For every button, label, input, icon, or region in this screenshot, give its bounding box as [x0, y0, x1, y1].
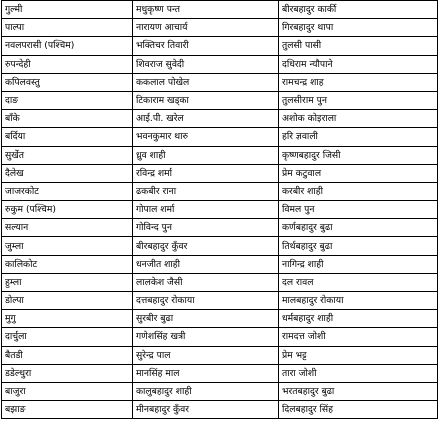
- table-row: [2, 346, 438, 364]
- table-row: [2, 91, 438, 109]
- table-row: [2, 255, 438, 273]
- district-cell: जाजरकोट: [2, 182, 133, 200]
- name-cell-2: रामदत्त जोशी: [279, 328, 438, 346]
- district-cell: दैलेख: [2, 164, 133, 182]
- name-cell-1: भवनकुमार थारु: [133, 128, 279, 146]
- district-cell: बैतडी: [2, 346, 133, 364]
- name-cell-1: लालकेश जैसी: [133, 273, 279, 291]
- table-row: [2, 382, 438, 400]
- table-row: [2, 146, 438, 164]
- name-cell-1: बीरबहादुर कुँवर: [133, 237, 279, 255]
- name-cell-2: हरि ज्ञवाली: [279, 128, 438, 146]
- district-cell: बझाङ: [2, 401, 133, 419]
- district-cell: दाङ: [2, 91, 133, 109]
- district-cell: रुपन्देही: [2, 55, 133, 73]
- district-cell: हुम्ला: [2, 273, 133, 291]
- name-cell-2: तुलसी पासी: [279, 37, 438, 55]
- district-cell: सल्यान: [2, 219, 133, 237]
- name-cell-2: कृष्णबहादुर जिसी: [279, 146, 438, 164]
- district-cell: बाँके: [2, 110, 133, 128]
- table-row: [2, 237, 438, 255]
- table-row: [2, 364, 438, 382]
- name-cell-1: भक्तिचर तिवारी: [133, 37, 279, 55]
- name-cell-1: धनजीत शाही: [133, 255, 279, 273]
- name-cell-1: टिकाराम खड्का: [133, 91, 279, 109]
- name-cell-1: दत्तबहादुर रोकाया: [133, 292, 279, 310]
- name-cell-2: तिर्थबहादुर बुढा: [279, 237, 438, 255]
- name-cell-1: ककलाल पोखेल: [133, 73, 279, 91]
- name-cell-2: प्रेम भट्ट: [279, 346, 438, 364]
- table-row: [2, 292, 438, 310]
- name-cell-2: धर्मबहादुर शाही: [279, 310, 438, 328]
- district-cell: डोल्पा: [2, 292, 133, 310]
- name-cell-1: नारायण आचार्य: [133, 19, 279, 37]
- name-cell-2: भरतबहादुर बुढा: [279, 382, 438, 400]
- table-row: [2, 310, 438, 328]
- name-cell-1: ढकबीर राना: [133, 182, 279, 200]
- name-cell-2: तुलसीराम पुन: [279, 91, 438, 109]
- table-row: [2, 37, 438, 55]
- name-cell-1: सुरबीर बुढा: [133, 310, 279, 328]
- district-cell: दार्चुला: [2, 328, 133, 346]
- name-cell-2: रामचन्द्र शाह: [279, 73, 438, 91]
- district-cell: रुकुम (पश्चिम): [2, 201, 133, 219]
- district-cell: बाजुरा: [2, 382, 133, 400]
- table-row: [2, 401, 438, 419]
- district-cell: बर्दिया: [2, 128, 133, 146]
- name-cell-2: अशोक कोइराला: [279, 110, 438, 128]
- name-cell-2: करबीर शाही: [279, 182, 438, 200]
- table-row: [2, 128, 438, 146]
- name-cell-1: मानसिंह माल: [133, 364, 279, 382]
- table-row: [2, 164, 438, 182]
- name-cell-1: गोपाल शर्मा: [133, 201, 279, 219]
- name-cell-2: नागिन्द्र शाही: [279, 255, 438, 273]
- name-cell-1: शिवराज सुवेदी: [133, 55, 279, 73]
- name-cell-1: मधुकृष्ण पन्त: [133, 1, 279, 19]
- district-cell: गुल्मी: [2, 1, 133, 19]
- table-body: [2, 1, 438, 419]
- name-cell-1: मीनबहादुर कुँवर: [133, 401, 279, 419]
- name-cell-1: ध्रुव शाही: [133, 146, 279, 164]
- table-row: [2, 219, 438, 237]
- table-row: [2, 1, 438, 19]
- name-cell-2: मालबहादुर रोकाया: [279, 292, 438, 310]
- table-row: [2, 182, 438, 200]
- table-row: [2, 73, 438, 91]
- name-cell-2: गिरबहादुर थापा: [279, 19, 438, 37]
- name-cell-2: प्रेम कटुवाल: [279, 164, 438, 182]
- table-row: [2, 19, 438, 37]
- name-cell-2: विमल पुन: [279, 201, 438, 219]
- name-cell-2: दधिराम न्यौपाने: [279, 55, 438, 73]
- name-cell-2: दिलबहादुर सिंह: [279, 401, 438, 419]
- district-cell: पाल्पा: [2, 19, 133, 37]
- table-row: [2, 55, 438, 73]
- name-cell-1: रविन्द्र शर्मा: [133, 164, 279, 182]
- name-cell-1: गणेशसिंह खत्री: [133, 328, 279, 346]
- name-cell-2: कर्णबहादुर बुढा: [279, 219, 438, 237]
- district-cell: नवलपरासी (पश्चिम): [2, 37, 133, 55]
- district-cell: जुम्ला: [2, 237, 133, 255]
- name-cell-2: तारा जोशी: [279, 364, 438, 382]
- table-row: [2, 273, 438, 291]
- name-cell-1: सुरेन्द्र पाल: [133, 346, 279, 364]
- district-cell: डडेल्धुरा: [2, 364, 133, 382]
- name-cell-1: गोविन्द पुन: [133, 219, 279, 237]
- table-row: [2, 201, 438, 219]
- district-cell: सुर्खेत: [2, 146, 133, 164]
- name-cell-1: आई.पी. खरेल: [133, 110, 279, 128]
- district-name-table: [1, 0, 438, 419]
- district-cell: मुगु: [2, 310, 133, 328]
- name-cell-1: कालुबहादुर शाही: [133, 382, 279, 400]
- table-row: [2, 328, 438, 346]
- table-row: [2, 110, 438, 128]
- district-cell: कालिकोट: [2, 255, 133, 273]
- district-cell: कपिलवस्तु: [2, 73, 133, 91]
- name-cell-2: दल रावल: [279, 273, 438, 291]
- name-cell-2: बीरबहादुर कार्की: [279, 1, 438, 19]
